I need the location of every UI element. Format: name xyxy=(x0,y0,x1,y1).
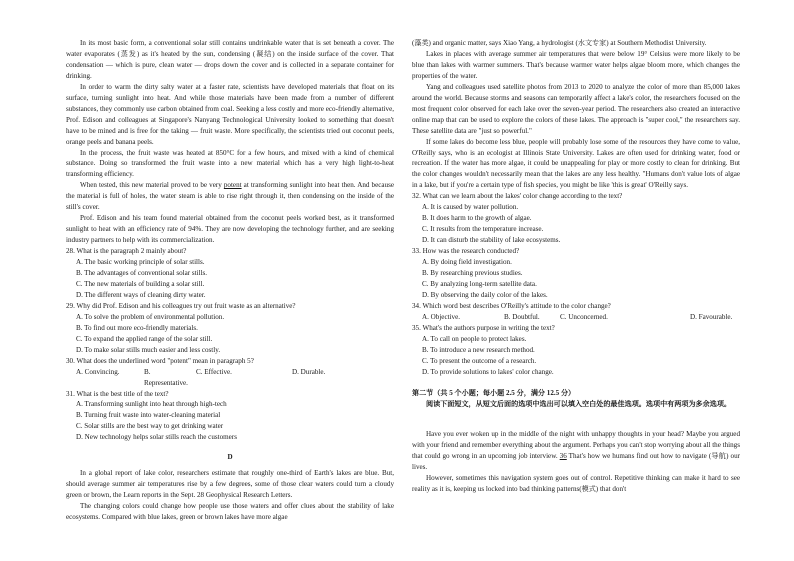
q34-option-b: B. Doubtful. xyxy=(504,312,540,321)
question-29: 29. Why did Prof. Edison and his colleagues try out fruit waste as an alternative? xyxy=(66,301,296,310)
q34-options xyxy=(412,312,740,323)
q31-option-c: C. Solar stills are the best way to get drinking water xyxy=(76,422,224,431)
passage-c-paragraph-4: When tested, this new material proved to be very potent at transforming sunlight into heat then. And because the material is full of holes, the water steam is able to rise right through it, then condensing on the inside of the still's cover. xyxy=(66,181,395,212)
right-column xyxy=(412,38,740,495)
blank-36: 36 xyxy=(559,452,567,461)
q28-option-b: B. The advantages of conventional solar stills. xyxy=(76,269,208,278)
passage-d-paragraph-2: The changing colors could change how people use those waters and offer clues about the stability of lake ecosystems. Compared with blue lakes, green or brown lakes have more algae xyxy=(66,502,394,522)
passage-c-paragraph-5: Prof. Edison and his team found material obtained from the coconut peels worked best, as it transformed sunlight to heat with an efficiency rate of 94%. They are now developing the technology further, and are seeking industry partners to help with its commercialization. xyxy=(66,214,394,245)
q30-option-c: C. Effective. xyxy=(196,367,232,376)
underlined-word: potent xyxy=(223,181,242,190)
q30-option-b: B. Representative. xyxy=(144,367,188,387)
q35-option-c: C. To present the outcome of a research. xyxy=(422,356,537,365)
passage-e-paragraph-2: However, sometimes this navigation system goes out of control. Repetitive thinking can make it hard to see reality as it is, keeping us locked into bad thinking patterns(模式) that don't xyxy=(412,474,740,494)
q30-options xyxy=(66,367,394,389)
passage-d-paragraph-3: Lakes in places with average summer air temperatures that were below 19° Celsius were more likely to be blue than lakes with warmer summers. That's because warmer water helps algae bloom more, which changes the properties of the water. xyxy=(412,49,740,80)
question-35: 35. What's the authors purpose in writing the text? xyxy=(412,323,555,332)
q30-option-a: A. Convincing. xyxy=(76,367,120,376)
q33-option-a: A. By doing field investigation. xyxy=(422,258,512,267)
q28-option-c: C. The new materials of building a solar still. xyxy=(76,279,205,288)
q34-option-d: D. Favourable. xyxy=(690,312,733,321)
question-28: 28. What is the paragraph 2 mainly about? xyxy=(66,247,187,256)
q29-option-d: D. To make solar stills much easier and less costly. xyxy=(76,345,221,354)
passage-c-paragraph-2: In order to warm the dirty salty water at a faster rate, scientists have developed materials that float on its surface, turning sunlight into heat. And while those materials have been made from a number of different substances, they commonly use carbon obtained from coal. Seeking a less costly and more eco-friendly alternative, Prof. Edison and colleagues at Singapore's Nanyang Technological University looked to something that doesn't have to be mined and is free for the taking — fruit waste. More specifically, the scientists tried out coconut peels, orange peels and banana peels. xyxy=(66,82,394,146)
q32-option-a: A. It is caused by water pollution. xyxy=(422,203,519,212)
q32-option-d: D. It can disturb the stability of lake ecosystems. xyxy=(422,236,561,245)
passage-d-paragraph-4: Yang and colleagues used satellite photos from 2013 to 2020 to analyze the color of more than 85,000 lakes around the world. Because storms and seasons can temporarily affect a lake's color, the researchers focused on the most frequent color observed for each lake over the seven-year period. The researchers also created an interactive online map that can be used to explore the colors of these lakes. The approach is "super cool," the researchers say. These satellite data are "just so powerful." xyxy=(412,82,740,135)
section-2-instructions: 阅读下面短文，从短文后面的选项中选出可以填入空白处的最佳选项。选项中有两项为多余选项。 xyxy=(426,399,732,408)
q31-option-b: B. Turning fruit waste into water-cleaning material xyxy=(76,411,221,420)
question-33: 33. How was the research conducted? xyxy=(412,247,520,256)
question-32: 32. What can we learn about the lakes' color change according to the text? xyxy=(412,192,623,201)
q33-option-d: D. By observing the daily color of the lakes. xyxy=(422,290,548,299)
q32-option-b: B. It does harm to the growth of algae. xyxy=(422,214,532,223)
q29-option-c: C. To expand the applied range of the solar still. xyxy=(76,334,213,343)
q29-option-a: A. To solve the problem of environmental pollution. xyxy=(76,312,225,321)
passage-d-paragraph-5: If some lakes do become less blue, people will probably lose some of the resources they have come to value, O'Reilly says, who is an ecologist at Illinois State University. Lakes are often used for drinking water, food or recreation. If the water has more algae, it could be unappealing for play or more costly to clean for drinking. But the color changes wouldn't necessarily mean that the lakes are any less healthy. "Humans don't value lots of algae in a lake, but if you're a certain type of fish species, you might be like 'this is great' O'Reilly says. xyxy=(412,137,740,190)
q35-option-d: D. To provide solutions to lakes' color change. xyxy=(422,367,554,376)
q31-option-a: A. Transforming sunlight into heat through high-tech xyxy=(76,400,227,409)
section-2-title: 第二节（共 5 个小题；每小题 2.5 分，满分 12.5 分） xyxy=(412,388,576,397)
passage-c-paragraph-1: In its most basic form, a conventional solar still contains undrinkable water that is set beneath a cover. The water evaporates (蒸发) as it's heated by the sun, condensing (凝结) on the inside surface of the cover. That condensation — which is pure, clean water — drops down the cover and is collected in a separate container for drinking. xyxy=(66,39,394,80)
passage-e-paragraph-1: Have you ever woken up in the middle of the night with unhappy thoughts in your head? Maybe you argued with your friend and remember everything about the argument. Perhaps you can't stop worrying about all the things that could go wrong in an upcoming job interview. 36 That's how we humans find out how to navigate (导航) our lives. xyxy=(412,430,740,472)
q28-option-a: A. The basic working principle of solar stills. xyxy=(76,258,205,267)
question-30: 30. What does the underlined word "potent" mean in paragraph 5? xyxy=(66,356,254,365)
section-d-heading: D xyxy=(227,453,233,462)
q28-option-d: D. The different ways of cleaning dirty water. xyxy=(76,290,206,299)
q33-option-b: B. By researching previous studies. xyxy=(422,269,523,278)
q35-option-a: A. To call on people to protect lakes. xyxy=(422,334,527,343)
question-34: 34. Which word best describes O'Reilly's attitude to the color change? xyxy=(412,301,611,310)
q32-option-c: C. It results from the temperature increase. xyxy=(422,225,544,234)
q34-option-c: C. Unconcerned. xyxy=(560,312,608,321)
q30-option-d: D. Durable. xyxy=(292,367,326,376)
passage-d-continuation: (藻类) and organic matter, says Xiao Yang, a hydrologist (水文专家) at Southern Methodist University. xyxy=(412,39,707,47)
q31-option-d: D. New technology helps solar stills reach the customers xyxy=(76,433,237,442)
passage-d-paragraph-1: In a global report of lake color, researchers estimate that roughly one-third of Earth's lakes are blue. But, should average summer air temperatures rise by a few degrees, some of those clear waters could turn a cloudy green or brown, the Learn reports in the Sept. 28 Geophysical Research Letters. xyxy=(66,469,394,500)
left-column xyxy=(66,38,394,523)
question-31: 31. What is the best title of the text? xyxy=(66,389,169,398)
q35-option-b: B. To introduce a new research method. xyxy=(422,345,535,354)
q33-option-c: C. By analyzing long-term satellite data. xyxy=(422,279,537,288)
q34-option-a: A. Objective. xyxy=(422,312,461,321)
passage-c-paragraph-3: In the process, the fruit waste was heated at 850°C for a few hours, and mixed with a kind of chemical substance. Doing so transformed the fruit waste into a new material which has a very high light-to-heat transforming efficiency. xyxy=(66,148,394,179)
q29-option-b: B. To find out more eco-friendly materials. xyxy=(76,323,198,332)
